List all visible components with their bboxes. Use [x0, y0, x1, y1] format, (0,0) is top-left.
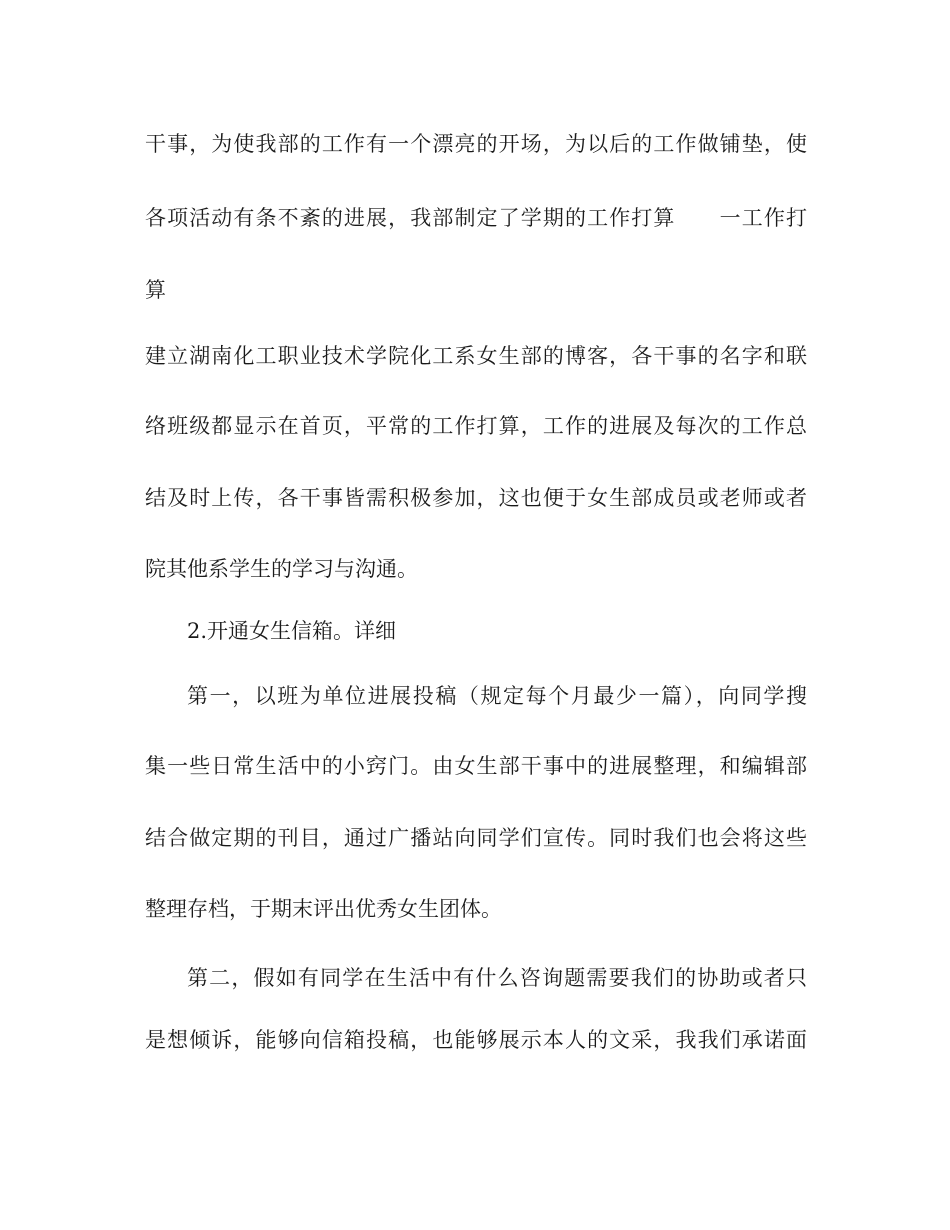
paragraph-line: 是想倾诉，能够向信箱投稿，也能够展示本人的文采，我我们承诺面 — [145, 1028, 807, 1052]
paragraph-line: 结及时上传，各干事皆需积极参加，这也便于女生部成员或老师或者 — [145, 486, 807, 510]
paragraph-line: 络班级都显示在首页，平常的工作打算，工作的进展及每次的工作总 — [145, 414, 807, 438]
paragraph-line: 集一些日常生活中的小窍门。由女生部干事中的进展整理，和编辑部 — [145, 754, 807, 778]
paragraph-line: 第二，假如有同学在生活中有什么咨询题需要我们的协助或者只 — [187, 966, 807, 990]
paragraph-line: 院其他系学生的学习与沟通。 — [145, 557, 418, 581]
paragraph-line: 结合做定期的刊目，通过广播站向同学们宣传。同时我们也会将这些 — [145, 826, 807, 850]
paragraph-line: 第一，以班为单位进展投稿（规定每个月最少一篇），向同学搜 — [187, 684, 807, 708]
paragraph-line: 整理存档，于期末评出优秀女生团体。 — [145, 897, 502, 921]
paragraph-line: 干事，为使我部的工作有一个漂亮的开场，为以后的工作做铺垫，使 — [145, 132, 807, 156]
paragraph-line: 算 — [145, 278, 166, 302]
section-heading: 2.开通女生信箱。详细 — [187, 619, 397, 643]
paragraph-line: 各项活动有条不紊的进展，我部制定了学期的工作打算 一工作打 — [145, 206, 807, 230]
paragraph-line: 建立湖南化工职业技术学院化工系女生部的博客，各干事的名字和联 — [145, 344, 807, 368]
